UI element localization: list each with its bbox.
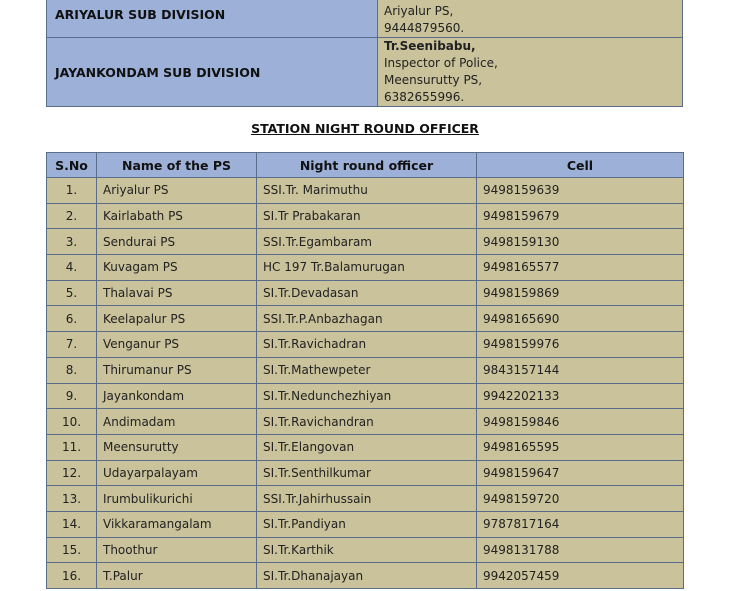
section-title: STATION NIGHT ROUND OFFICER: [251, 121, 479, 136]
night-round-officer: HC 197 Tr.Balamurugan: [257, 255, 477, 281]
subdivision-row: [47, 38, 683, 107]
cell-number: 9498165595: [477, 434, 684, 460]
subdivision-row: [47, 0, 683, 38]
police-station-name: T.Palur: [97, 563, 257, 589]
table-row: [47, 511, 684, 537]
cell-number: 9498159639: [477, 178, 684, 204]
officer-line: Inspector of Police,: [384, 56, 498, 70]
column-header-officer: Night round officer: [257, 153, 477, 178]
cell-number: 9498159846: [477, 409, 684, 435]
cell-number: 9498159976: [477, 332, 684, 358]
subdivision-table: [46, 0, 683, 107]
police-station-name: Keelapalur PS: [97, 306, 257, 332]
serial-number: 12.: [47, 460, 97, 486]
police-station-name: Jayankondam: [97, 383, 257, 409]
cell-number: 9498159720: [477, 486, 684, 512]
serial-number: 9.: [47, 383, 97, 409]
table-row: [47, 229, 684, 255]
police-station-name: Venganur PS: [97, 332, 257, 358]
table-row: [47, 460, 684, 486]
table-row: [47, 537, 684, 563]
police-station-name: Thirumanur PS: [97, 357, 257, 383]
night-round-officer: SI.Tr.Senthilkumar: [257, 460, 477, 486]
cell-number: 9498165690: [477, 306, 684, 332]
cell-number: 9942202133: [477, 383, 684, 409]
police-station-name: Ariyalur PS: [97, 178, 257, 204]
night-round-officer: SSI.Tr. Marimuthu: [257, 178, 477, 204]
police-station-name: Thoothur: [97, 537, 257, 563]
police-station-name: Vikkaramangalam: [97, 511, 257, 537]
table-header-row: [47, 153, 684, 178]
serial-number: 16.: [47, 563, 97, 589]
police-station-name: Kuvagam PS: [97, 255, 257, 281]
serial-number: 13.: [47, 486, 97, 512]
table-row: [47, 434, 684, 460]
cell-number: 9498131788: [477, 537, 684, 563]
night-round-officer: SI.Tr.Ravichadran: [257, 332, 477, 358]
night-round-officer: SI.Tr.Elangovan: [257, 434, 477, 460]
cell-number: 9498159679: [477, 203, 684, 229]
serial-number: 15.: [47, 537, 97, 563]
subdivision-name: ARIYALUR SUB DIVISION: [47, 0, 378, 38]
night-round-officer: SI.Tr.Dhanajayan: [257, 563, 477, 589]
night-round-officer: SI.Tr.Devadasan: [257, 280, 477, 306]
column-header-sno: S.No: [47, 153, 97, 178]
column-header-cell: Cell: [477, 153, 684, 178]
subdivision-name: JAYANKONDAM SUB DIVISION: [47, 38, 378, 107]
subdivision-officer: [378, 38, 683, 107]
police-station-name: Meensurutty: [97, 434, 257, 460]
serial-number: 6.: [47, 306, 97, 332]
serial-number: 8.: [47, 357, 97, 383]
table-row: [47, 563, 684, 589]
serial-number: 4.: [47, 255, 97, 281]
table-row: [47, 332, 684, 358]
officer-line: Meensurutty PS,: [384, 73, 483, 87]
table-row: [47, 486, 684, 512]
officer-line: 6382655996.: [384, 90, 465, 104]
police-station-name: Sendurai PS: [97, 229, 257, 255]
serial-number: 1.: [47, 178, 97, 204]
serial-number: 14.: [47, 511, 97, 537]
cell-number: 9498165577: [477, 255, 684, 281]
cell-number: 9787817164: [477, 511, 684, 537]
officer-line: 9444879560.: [384, 21, 465, 35]
column-header-ps: Name of the PS: [97, 153, 257, 178]
table-row: [47, 383, 684, 409]
cell-number: 9942057459: [477, 563, 684, 589]
night-round-officer: SSI.Tr.P.Anbazhagan: [257, 306, 477, 332]
serial-number: 5.: [47, 280, 97, 306]
police-station-name: Kairlabath PS: [97, 203, 257, 229]
serial-number: 7.: [47, 332, 97, 358]
police-station-name: Udayarpalayam: [97, 460, 257, 486]
table-row: [47, 178, 684, 204]
police-station-name: Thalavai PS: [97, 280, 257, 306]
night-round-officer: SSI.Tr.Jahirhussain: [257, 486, 477, 512]
table-row: [47, 306, 684, 332]
cell-number: 9498159647: [477, 460, 684, 486]
night-round-officer: SI.Tr.Karthik: [257, 537, 477, 563]
police-station-name: Irumbulikurichi: [97, 486, 257, 512]
night-round-officer: SI.Tr.Pandiyan: [257, 511, 477, 537]
table-row: [47, 409, 684, 435]
subdivision-officer: [378, 0, 683, 38]
police-station-name: Andimadam: [97, 409, 257, 435]
table-row: [47, 280, 684, 306]
cell-number: 9498159869: [477, 280, 684, 306]
cell-number: 9843157144: [477, 357, 684, 383]
serial-number: 11.: [47, 434, 97, 460]
cell-number: 9498159130: [477, 229, 684, 255]
table-row: [47, 203, 684, 229]
night-round-officer: SI.Tr.Nedunchezhiyan: [257, 383, 477, 409]
serial-number: 3.: [47, 229, 97, 255]
night-round-officer: SI.Tr.Ravichandran: [257, 409, 477, 435]
table-row: [47, 357, 684, 383]
night-round-officer: SI.Tr Prabakaran: [257, 203, 477, 229]
officer-name: Tr.Seenibabu,: [384, 39, 476, 53]
serial-number: 10.: [47, 409, 97, 435]
serial-number: 2.: [47, 203, 97, 229]
night-round-officer: SSI.Tr.Egambaram: [257, 229, 477, 255]
night-round-table: [46, 152, 684, 589]
table-row: [47, 255, 684, 281]
officer-line: Ariyalur PS,: [384, 4, 454, 18]
night-round-officer: SI.Tr.Mathewpeter: [257, 357, 477, 383]
